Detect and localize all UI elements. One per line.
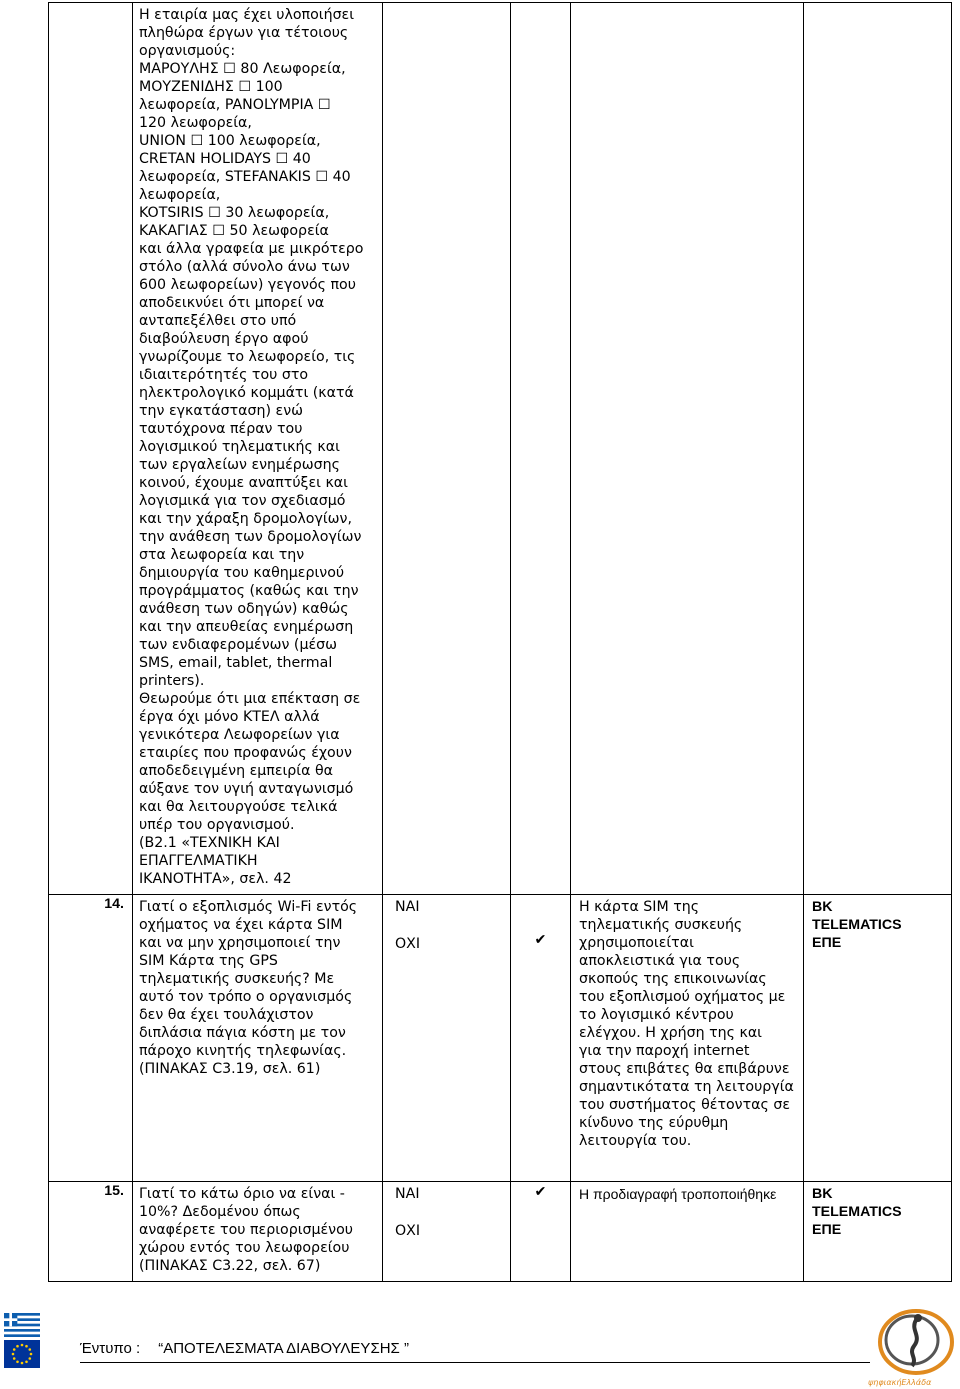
footer-divider — [80, 1362, 870, 1363]
question-text: Η εταιρία μας έχει υλοποιήσει πληθώρα έργων για τέτοιους οργανισμούς: ΜΑΡΟΥΛΗΣ ☐ 80 Λεωφορεία, ΜΟΥΖΕΝΙΔΗΣ ☐ 100 λεωφορεία, PANOLYMPIA ☐ 120 λεωφορεία, UNION ☐ 100 λεωφορεία, CRETAN HOLIDAYS ☐ 40 λεωφορεία, STEFANAKIS ☐ 40 λεωφορεία, KOTSIRIS ☐ 30 λεωφορεία, ΚΑΚΑΓΙΑΣ ☐ 50 λεωφορεία και άλλα γραφεία με μικρότερο στόλο (αλλά σύνολο άνω των 600 λεωφορείων) γεγονός που αποδεικνύει ότι μπορεί να ανταπεξέλθει στο υπό διαβούλευση έργο αφού γνωρίζουμε το λεωφορείο, τις ιδιαιτερότητές του στο ηλεκτρολογικό κομμάτι (κατά την εγκατάσταση) ενώ ταυτόχρονα πέραν του λογισμικού τηλεματικής και των εργαλείων ενημέρωσης κοινού, έχουμε αναπτύξει και λογισμικά για τον σχεδιασμό και την χάραξη δρομολογίων, την ανάθεση των δρομολογίων στα λεωφορεία και την δημιουργία του καθημερινού προγράμματος (καθώς και την ανάθεση των οδηγών) καθώς και την απευθείας ενημέρωση των ενδιαφερομένων (μέσω SMS, email, tablet, thermal printers). Θεωρούμε ότι μια επέκταση σε έργα όχι μόνο ΚΤΕΛ αλλά γενικότερα Λεωφορείων για εταιρίες που προφανώς έχουν αποδεδειγμένη εμπειρία θα αύξανε τον υγιή ανταγωνισμό και θα λειτουργούσε τελικά υπέρ του οργανισμού. (Β2.1 «ΤΕΧΝΙΚΗ ΚΑΙ ΕΠΑΓΓΕΛΜΑΤΙΚΗ ΙΚΑΝΟΤΗΤΑ», σελ. 42 — [139, 7, 364, 887]
comment-text: Η προδιαγραφή τροποποιήθηκε — [571, 1182, 804, 1282]
answer-cell — [383, 1182, 511, 1282]
respondent-text: BK TELEMATICS ΕΠΕ — [804, 895, 952, 1182]
check-yes-icon — [511, 895, 570, 930]
question-cell — [133, 1182, 383, 1282]
answer-yes-label: ΝΑΙ — [395, 899, 420, 915]
footer-caption — [80, 1340, 409, 1357]
number-cell — [49, 3, 133, 895]
footer-title: “ΑΠΟΤΕΛΕΣΜΑΤΑ ΔΙΑΒΟΥΛΕΥΣΗΣ ” — [158, 1340, 409, 1357]
check-no-icon — [511, 1217, 570, 1252]
comment-text: Η κάρτα SIM της τηλεματικής συσκευής χρησιμοποιείται αποκλειστικά για τους σκοπούς της επικοινωνίας του εξοπλισμού οχήματος με το λογισμικό κέντρου ελέγχου. Η χρήση της και για την παροχή internet στους επιβάτες θα επιβάρυνε σημαντικότατα τη λειτουργία του συστήματος θέτοντας σε κίνδυνο της εύρυθμη λειτουργία του. — [571, 895, 804, 1182]
row-number: 14. — [49, 895, 133, 1182]
check-cell — [511, 1182, 571, 1282]
page-footer — [0, 1300, 960, 1389]
answer-no-label: ΟΧΙ — [395, 936, 421, 952]
row-number: 15. — [49, 1182, 133, 1282]
greek-flag-icon — [4, 1312, 40, 1338]
logo-wordmark: ψηφιακήΕλλάδα — [868, 1378, 932, 1387]
question-text: Γιατί ο εξοπλισμός Wi-Fi εντός οχήματος να έχει κάρτα SIM και να μην χρησιμοποιεί την SIM Κάρτα της GPS τηλεματικής συσκευής? Με αυτό τον τρόπο ο οργανισμός δεν θα έχει τουλάχιστον διπλάσια πάγια κόστη με τον πάροχο κινητής τηλεφωνίας. (ΠΙΝΑΚΑΣ C3.19, σελ. 61) — [139, 899, 358, 1077]
question-cell — [133, 3, 383, 895]
answer-yes-label: ΝΑΙ — [395, 1186, 420, 1202]
check-cell — [511, 895, 571, 1182]
footer-label: Έντυπο : — [80, 1340, 141, 1357]
table-row-14 — [49, 895, 952, 1182]
check-yes-icon: ✔ — [534, 1184, 547, 1200]
respondent-cell — [804, 3, 952, 895]
table-row-intro — [49, 3, 952, 895]
comment-cell — [571, 3, 804, 895]
check-cell — [511, 3, 571, 895]
digital-greece-logo-icon — [872, 1306, 956, 1376]
question-text: Γιατί το κάτω όριο να είναι - 10%? Δεδομένου όπως αναφέρετε του περιορισμένου χώρου εντός του λεωφορείου (ΠΙΝΑΚΑΣ C3.22, σελ. 67) — [139, 1186, 353, 1274]
eu-flag-icon — [4, 1340, 40, 1368]
question-cell — [133, 895, 383, 1182]
respondent-text: BK TELEMATICS ΕΠΕ — [804, 1182, 952, 1282]
consultation-table — [48, 2, 952, 1282]
check-no-icon: ✔ — [534, 932, 547, 948]
answer-no-label: ΟΧΙ — [395, 1223, 421, 1239]
answer-cell — [383, 3, 511, 895]
table-row-15 — [49, 1182, 952, 1282]
answer-cell — [383, 895, 511, 1182]
